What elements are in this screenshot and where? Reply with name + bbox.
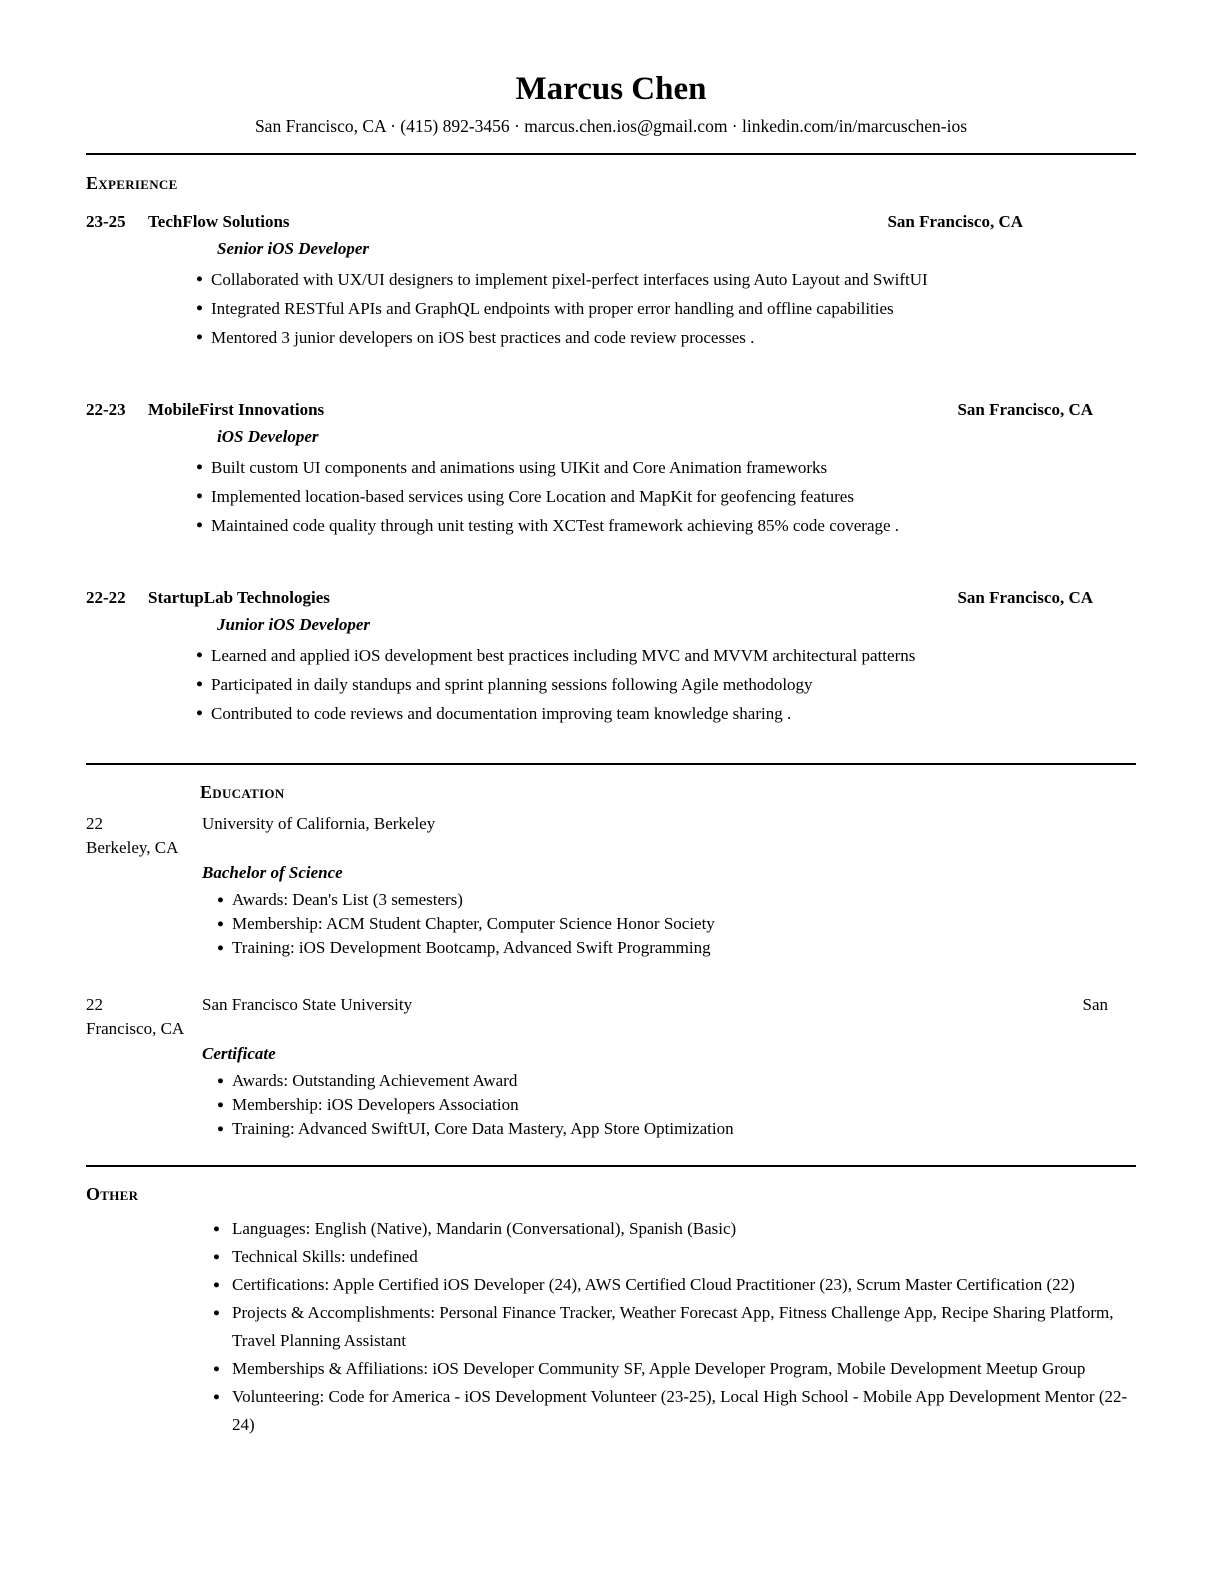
education-bullet-list: [86, 888, 1136, 960]
job-location: San Francisco, CA: [957, 588, 1093, 607]
education-bullet: ● Training: iOS Development Bootcamp, Advanced Swift Programming: [86, 936, 1136, 960]
other-bullet: ● Certifications: Apple Certified iOS Developer (24), AWS Certified Cloud Practitioner (23), Scrum Master Certification (22): [86, 1271, 1136, 1299]
education-entry: [86, 994, 1136, 1141]
contact-line: San Francisco, CA · (415) 892-3456 · marcus.chen.ios@gmail.com · linkedin.com/in/marcuschen-ios: [254, 116, 968, 136]
section-experience: [86, 172, 1136, 728]
job-company: TechFlow Solutions: [148, 212, 290, 231]
education-institution: University of California, Berkeley: [202, 814, 436, 833]
education-location-line2: Berkeley, CA: [86, 838, 179, 857]
education-divider: [86, 763, 1136, 765]
education-location-line2: Francisco, CA: [86, 1019, 185, 1038]
other-bullet-list: [86, 1215, 1136, 1439]
education-entry: [86, 813, 1136, 960]
education-section-title: Education: [200, 782, 285, 802]
job-header: [86, 587, 1136, 609]
section-other: [86, 1183, 1136, 1439]
job-bullet-list: [86, 453, 1136, 540]
job-bullet: ● Built custom UI components and animations using UIKit and Core Animation frameworks: [86, 453, 1136, 482]
job-bullet: ● Collaborated with UX/UI designers to implement pixel-perfect interfaces using Auto Layout and SwiftUI: [86, 265, 1136, 294]
education-dates: 22: [86, 814, 103, 833]
education-header: [86, 813, 1136, 835]
education-bullet-list: [86, 1069, 1136, 1141]
candidate-name: Marcus Chen: [515, 71, 707, 107]
job-role: Senior iOS Developer: [217, 239, 370, 258]
job-dates: 22-23: [86, 400, 126, 419]
section-education: [86, 781, 1136, 1141]
education-institution: San Francisco State University: [202, 995, 413, 1014]
education-degree: Bachelor of Science: [202, 863, 343, 882]
job-role: iOS Developer: [217, 427, 319, 446]
job-bullet: ● Contributed to code reviews and documentation improving team knowledge sharing .: [86, 699, 1136, 728]
job-header: [86, 399, 1136, 421]
job-bullet: ● Implemented location-based services using Core Location and MapKit for geofencing features: [86, 482, 1136, 511]
other-section-title: Other: [86, 1184, 139, 1204]
other-bullet: ● Languages: English (Native), Mandarin (Conversational), Spanish (Basic): [86, 1215, 1136, 1243]
job-company: StartupLab Technologies: [148, 588, 330, 607]
education-bullet: ● Awards: Outstanding Achievement Award: [86, 1069, 1136, 1093]
other-bullet: ● Projects & Accomplishments: Personal Finance Tracker, Weather Forecast App, Fitness Challenge App, Recipe Sharing Platform, Travel Planning Assistant: [86, 1299, 1136, 1355]
job-dates: 22-22: [86, 588, 126, 607]
job-dates: 23-25: [86, 212, 126, 231]
education-bullet: ● Training: Advanced SwiftUI, Core Data Mastery, App Store Optimization: [86, 1117, 1136, 1141]
job-bullet: ● Mentored 3 junior developers on iOS best practices and code review processes .: [86, 323, 1136, 352]
job-location: San Francisco, CA: [957, 400, 1093, 419]
education-bullet: ● Membership: iOS Developers Association: [86, 1093, 1136, 1117]
other-bullet: ● Technical Skills: undefined: [86, 1243, 1136, 1271]
job-bullet-list: [86, 641, 1136, 728]
education-bullet: ● Membership: ACM Student Chapter, Computer Science Honor Society: [86, 912, 1136, 936]
job-bullet: ● Learned and applied iOS development best practices including MVC and MVVM architectural patterns: [86, 641, 1136, 670]
job-bullet: ● Participated in daily standups and sprint planning sessions following Agile methodology: [86, 670, 1136, 699]
other-bullet: ● Volunteering: Code for America - iOS Development Volunteer (23-25), Local High School - Mobile App Development Mentor (22-24): [86, 1383, 1136, 1439]
other-bullet: ● Memberships & Affiliations: iOS Developer Community SF, Apple Developer Program, Mobile Development Meetup Group: [86, 1355, 1136, 1383]
job-location: San Francisco, CA: [887, 212, 1023, 231]
job-bullet: ● Maintained code quality through unit testing with XCTest framework achieving 85% code coverage .: [86, 511, 1136, 540]
job-bullet-list: [86, 265, 1136, 352]
job-company: MobileFirst Innovations: [148, 400, 325, 419]
education-degree: Certificate: [202, 1044, 276, 1063]
job-header: [86, 211, 1136, 233]
job-entry: [86, 399, 1136, 540]
job-entry: [86, 587, 1136, 728]
education-location-line1: San: [1082, 995, 1108, 1014]
education-dates: 22: [86, 995, 103, 1014]
job-entry: [86, 211, 1136, 352]
header-divider: [86, 153, 1136, 155]
experience-section-title: Experience: [86, 173, 178, 193]
education-bullet: ● Awards: Dean's List (3 semesters): [86, 888, 1136, 912]
job-bullet: ● Integrated RESTful APIs and GraphQL endpoints with proper error handling and offline capabilities: [86, 294, 1136, 323]
job-role: Junior iOS Developer: [217, 615, 370, 634]
other-divider: [86, 1165, 1136, 1167]
education-header: [86, 994, 1136, 1016]
